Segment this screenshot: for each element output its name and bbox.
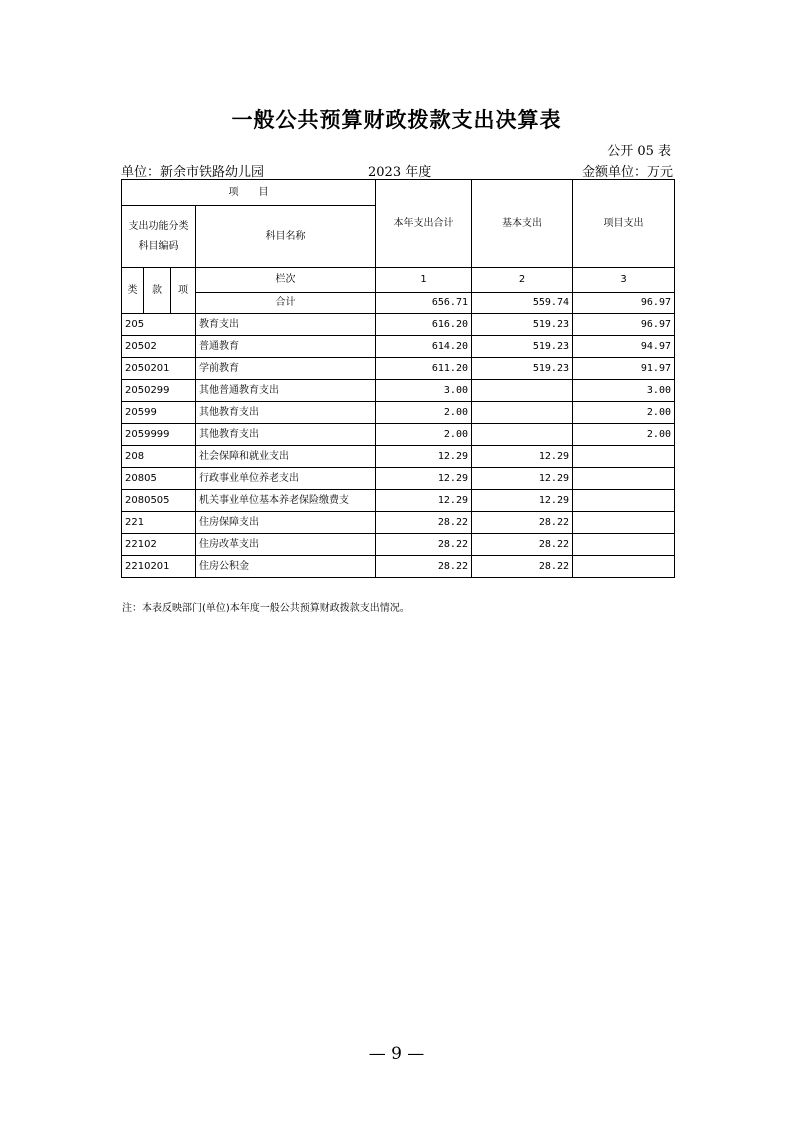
row-basic xyxy=(472,402,573,424)
row-code: 205 xyxy=(122,314,196,336)
header-project: 项目支出 xyxy=(573,180,675,268)
row-basic: 28.22 xyxy=(472,512,573,534)
table-row xyxy=(122,468,675,490)
row-total: 28.22 xyxy=(376,512,472,534)
total-project: 96.97 xyxy=(573,293,675,314)
row-name: 学前教育 xyxy=(196,358,376,380)
row-total: 616.20 xyxy=(376,314,472,336)
row-code: 20502 xyxy=(122,336,196,358)
row-code: 2050201 xyxy=(122,358,196,380)
row-name: 其他普通教育支出 xyxy=(196,380,376,402)
row-total: 2.00 xyxy=(376,402,472,424)
table-row xyxy=(122,380,675,402)
row-code: 208 xyxy=(122,446,196,468)
table-row xyxy=(122,512,675,534)
row-basic: 28.22 xyxy=(472,534,573,556)
row-total: 611.20 xyxy=(376,358,472,380)
row-code: 20599 xyxy=(122,402,196,424)
table-meta xyxy=(121,161,673,179)
row-project xyxy=(573,534,675,556)
row-name: 普通教育 xyxy=(196,336,376,358)
row-basic: 519.23 xyxy=(472,358,573,380)
row-name: 住房公积金 xyxy=(196,556,376,578)
row-basic: 12.29 xyxy=(472,490,573,512)
table-row xyxy=(122,490,675,512)
row-code: 20805 xyxy=(122,468,196,490)
header-kuan: 款 xyxy=(144,268,171,314)
row-project: 91.97 xyxy=(573,358,675,380)
row-total: 28.22 xyxy=(376,534,472,556)
row-name: 住房保障支出 xyxy=(196,512,376,534)
row-basic: 12.29 xyxy=(472,468,573,490)
row-code: 22102 xyxy=(122,534,196,556)
row-total: 2.00 xyxy=(376,424,472,446)
row-basic xyxy=(472,424,573,446)
header-basic: 基本支出 xyxy=(472,180,573,268)
row-code: 2059999 xyxy=(122,424,196,446)
row-basic: 12.29 xyxy=(472,446,573,468)
row-name: 社会保障和就业支出 xyxy=(196,446,376,468)
header-subject-name: 科目名称 xyxy=(196,206,376,268)
table-row xyxy=(122,534,675,556)
row-total: 614.20 xyxy=(376,336,472,358)
row-basic: 519.23 xyxy=(472,314,573,336)
table-row xyxy=(122,336,675,358)
year-label: 2023 年度 xyxy=(368,165,432,180)
expenditure-table xyxy=(121,179,675,578)
row-project: 3.00 xyxy=(573,380,675,402)
header-total: 本年支出合计 xyxy=(376,180,472,268)
row-code: 2080505 xyxy=(122,490,196,512)
header-col-2: 2 xyxy=(472,268,573,293)
table-row xyxy=(122,556,675,578)
row-project: 2.00 xyxy=(573,402,675,424)
total-label: 合计 xyxy=(196,293,376,314)
row-project: 96.97 xyxy=(573,314,675,336)
row-basic: 519.23 xyxy=(472,336,573,358)
header-func-class-label: 支出功能分类 xyxy=(128,220,189,232)
table-row xyxy=(122,402,675,424)
table-row xyxy=(122,314,675,336)
page-number: — 9 — xyxy=(368,1044,425,1064)
row-code: 221 xyxy=(122,512,196,534)
row-project xyxy=(573,446,675,468)
table-row xyxy=(122,424,675,446)
unit-label: 单位：新余市铁路幼儿园 xyxy=(121,165,265,180)
row-code: 2210201 xyxy=(122,556,196,578)
row-name: 行政事业单位养老支出 xyxy=(196,468,376,490)
row-project xyxy=(573,556,675,578)
total-amount: 656.71 xyxy=(376,293,472,314)
row-total: 12.29 xyxy=(376,446,472,468)
header-lei: 类 xyxy=(122,268,144,314)
row-total: 12.29 xyxy=(376,490,472,512)
row-basic xyxy=(472,380,573,402)
row-name: 其他教育支出 xyxy=(196,402,376,424)
header-item: 项 目 xyxy=(122,180,376,206)
row-project xyxy=(573,490,675,512)
row-name: 教育支出 xyxy=(196,314,376,336)
row-project xyxy=(573,512,675,534)
page-title: 一般公共预算财政拨款支出决算表 xyxy=(231,108,562,132)
row-code: 2050299 xyxy=(122,380,196,402)
money-unit-label: 金额单位：万元 xyxy=(581,165,673,180)
form-number: 公开 05 表 xyxy=(607,144,671,159)
row-project: 2.00 xyxy=(573,424,675,446)
total-basic: 559.74 xyxy=(472,293,573,314)
table-row xyxy=(122,358,675,380)
row-project xyxy=(573,468,675,490)
row-project: 94.97 xyxy=(573,336,675,358)
row-name: 住房改革支出 xyxy=(196,534,376,556)
row-basic: 28.22 xyxy=(472,556,573,578)
row-name: 机关事业单位基本养老保险缴费支 xyxy=(196,490,376,512)
header-col-3: 3 xyxy=(573,268,675,293)
row-name: 其他教育支出 xyxy=(196,424,376,446)
table-note: 注：本表反映部门(单位)本年度一般公共预算财政拨款支出情况。 xyxy=(122,603,410,614)
header-xiang: 项 xyxy=(171,268,196,314)
row-total: 28.22 xyxy=(376,556,472,578)
header-lanci: 栏次 xyxy=(196,268,376,293)
row-total: 3.00 xyxy=(376,380,472,402)
header-subject-code: 科目编码 xyxy=(138,240,179,252)
header-col-1: 1 xyxy=(376,268,472,293)
header-func-class xyxy=(122,206,196,268)
row-total: 12.29 xyxy=(376,468,472,490)
table-row xyxy=(122,446,675,468)
